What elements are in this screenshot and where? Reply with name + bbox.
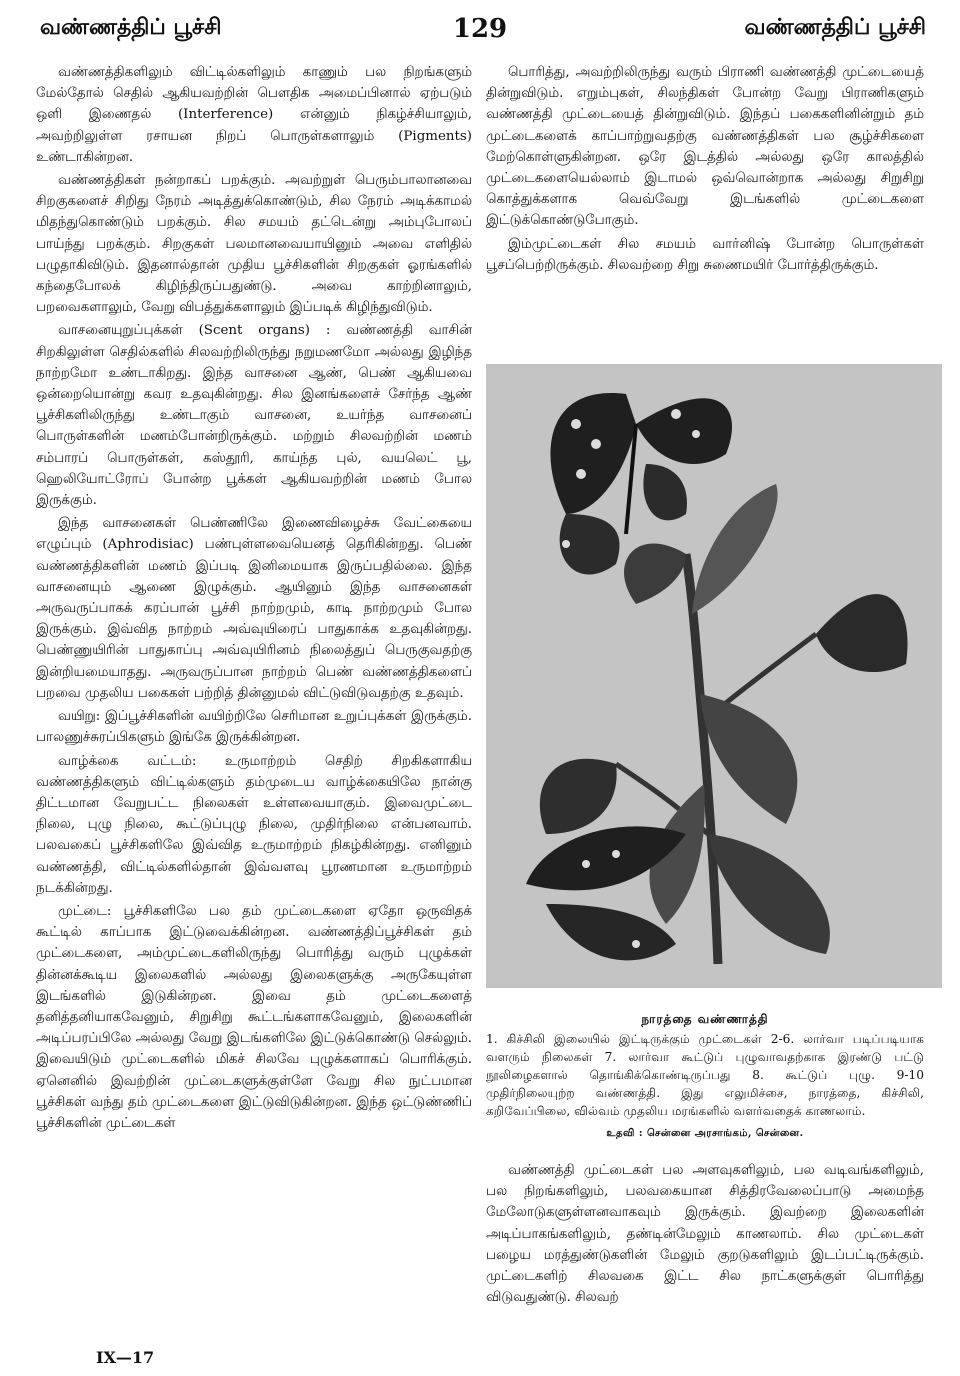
butterfly-illustration [486, 364, 942, 988]
running-head-right: வண்ணத்திப் பூச்சி [744, 14, 926, 40]
figure-caption: 1. கிச்சிலி இலையில் இட்டிருக்கும் முட்டைகள் 2-6. லார்வா படிப்படியாக வளரும் நிலைகள் 7. லார்வா கூட்டுப் புழுவாவதற்காக இரண்டு பட்டு நூலிழைகளால் தொங்கிக்கொண்டிருப்பது 8. கூட்டுப் புழு. 9-10 முதிர்நிலையுற்ற வண்ணத்தி. இது எலுமிச்சை, நாரத்தை, கிச்சிலி, கறிவேப்பிலை, வில்வம் முதலிய மரங்களில் வளர்வதைக் காணலாம். [486, 1032, 924, 1118]
figure-credit: உதவி : சென்னை அரசாங்கம், சென்னை. [606, 1128, 804, 1139]
paragraph: இந்த வாசனைகள் பெண்ணிலே இணைவிழைச்சு வேட்கையை எழுப்பும் (Aphrodisiac) பண்புள்ளவையெனத் தெரிகின்றது. பெண் வண்ணத்திகளின் மணம் இப்படி இனிமையாக இருப்பதில்லை. இந்த வாசனையும் ஆணை இழுக்கும். ஆயினும் இந்த வாசனைகள் அருவருப்பாகக் கரப்பான் பூச்சி நாற்றமும், காடி நாற்றமும் போல இருக்கும். இவ்வித நாற்றம் அவ்வுயிரைப் பாதுகாக்க உதவுகின்றது. பெண்ணுயிரின் பாதுகாப்பு அவ்வுயிரினம் நிலைத்துப் பெருகுவதற்கு இன்றியமையாதது. அருவருப்பான நாற்றம் பெண் வண்ணத்திகளைப் பறவை முதலிய பகைகள் பற்றித் தின்னுமல் விட்டுவிடுவதற்கு உதவும். [36, 516, 472, 701]
paragraph: இம்முட்டைகள் சில சமயம் வார்னிஷ் போன்ற பொருள்கள் பூசப்பெற்றிருக்கும். சிலவற்றை சிறு சுணைமயிர் போர்த்திருக்கும். [486, 236, 924, 273]
right-column-top [486, 62, 924, 352]
figure-title: நாரத்தை வண்ணாத்தி [641, 1012, 769, 1026]
signature-mark: IX—17 [96, 1348, 155, 1367]
paragraph: வாழ்க்கை வட்டம்: உருமாற்றம் செதிற் சிறகிகளாகிய வண்ணத்திகளும் விட்டில்களும் தம்முடைய வாழ்க்கையிலே நான்கு திட்டமான வேறுபட்ட நிலைகள் உள்ளவையாகும். இவைமுட்டை நிலை, புழு நிலை, கூட்டுப்புழு நிலை, முதிர்நிலை என்பனவாம். பலவகைப் பூச்சிகளிலே இவ்வித உருமாற்றம் நிகழ்கின்றது. எனினும் வண்ணத்தி, விட்டில்களில்தான் இவ்வளவு பூரணமான உருமாற்றம் நடக்கின்றது. [36, 753, 472, 896]
paragraph: முட்டை: பூச்சிகளிலே பல தம் முட்டைகளை ஏதோ ஒருவிதக் கூட்டில் காப்பாக இட்டுவைக்கின்றன. வண்ணத்திப்பூச்சிகள் தம் முட்டைகளை, அம்முட்டைகளிலிருந்து பொரித்து வரும் புழுக்கள் தின்னக்கூடிய இலைகளில் அல்லது இலைகளுக்கு அருகேயுள்ள இடங்களில் இடுகின்றன. இவை தம் முட்டைகளைத் தனித்தனியாகவேனும், சிறுசிறு கூட்டங்களாகவேனும், இலைகளின் அடிப்பரப்பிலே அல்லது வேறு இடங்களிலே இட்டுக்கொண்டு செல்லும். இவையிடும் முட்டைகளில் மிகச் சிலவே புழுக்களாகப் பொரிக்கும். ஏனெனில் இவற்றின் முட்டைகளுக்குள்ளே வேறு சில நுட்பமான பூச்சிகள் வந்து தம் முட்டைகளை இட்டுவிடுகின்றன. இந்த ஒட்டுண்ணிப் பூச்சிகளின் முட்டைகள் [36, 903, 472, 1131]
paragraph: வயிறு: இப்பூச்சிகளின் வயிற்றிலே செரிமான உறுப்புக்கள் இருக்கும். பாலணுச்சுரப்பிகளும் இங்கே இருக்கின்றன. [36, 709, 472, 746]
page-header [0, 14, 960, 50]
paragraph: வண்ணத்திகளிலும் விட்டில்களிலும் காணும் பல நிறங்களும் மேல்தோல் செதில் ஆகியவற்றின் பௌதிக அமைப்பினால் ஏற்படும் ஒளி இணைதல் (Interference) என்னும் நிகழ்ச்சியாலும், அவற்றிலுள்ள ரசாயன நிறப் பொருள்களாலும் (Pigments) உண்டாகின்றன. [36, 65, 472, 165]
paragraph: பொரித்து, அவற்றிலிருந்து வரும் பிராணி வண்ணத்தி முட்டையைத் தின்றுவிடும். எறும்புகள், சிலந்திகள் போன்ற வேறு பிராணிகளும் வண்ணத்தி முட்டையைத் தின்றுவிடும். இந்தப் பகைகளினின்றும் தம் முட்டைகளைக் காப்பாற்றுவதற்கு வண்ணத்திகள் பல சூழ்ச்சிகளை மேற்கொள்ளுகின்றன. ஒரே இடத்தில் அல்லது ஒரே காலத்தில் முட்டைகளையெல்லாம் இடாமல் ஒவ்வொன்றாக அல்லது சிறுசிறு கொத்துக்களாக வெவ்வேறு இடங்களில் முட்டைகளை இட்டுக்கொண்டுபோகும். [486, 65, 924, 229]
page-number: 129 [452, 14, 508, 44]
paragraph: வண்ணத்திகள் நன்றாகப் பறக்கும். அவற்றுள் பெரும்பாலானவை சிறகுகளைச் சிறிது நேரம் அடித்துக்கொண்டும், சில நேரம் அடிக்காமல் மிதந்துகொண்டும் பறக்கும். சில சமயம் தட்டென்று அம்புபோலப் பாய்ந்து பறக்கும். சிறகுகள் பலமானவையாயினும் அவை எளிதில் பழுதாகிவிடும். இதனால்தான் முதிய பூச்சிகளின் சிறகுகள் ஓரங்களில் கந்தைபோலக் கிழிந்திருப்பதுண்டு. அவை காற்றினாலும், பறவைகளாலும், வேறு விபத்துக்களாலும் இப்படிக் கிழிந்துவிடும். [36, 173, 472, 316]
left-column [36, 62, 472, 1342]
butterfly-plant-drawing [486, 364, 942, 988]
paragraph: வாசனையுறுப்புக்கள் (Scent organs) : வண்ணத்தி வாசின் சிறகிலுள்ள செதில்களில் சிலவற்றிலிருந்து நறுமணமோ அல்லது இழிந்த நாற்றமோ உண்டாகிறது. இந்த வாசனை ஆண், பெண் ஆகியவை ஒன்றையொன்று கவர உதவுகின்றது. சில இனங்களைச் சேர்ந்த ஆண் பூச்சிகளிலிருந்து உண்டாகும் வாசனை, உயர்ந்த வாசனைப் பொருள்களின் மணம்போன்றிருக்கும். மற்றும் சிலவற்றின் மணம் சம்பாரப் பொருள்கள், கஸ்தூரி, காய்ந்த புல், வயலெட் பூ, ஹெலியோட்ரோப் போன்ற பூக்கள் ஆகியவற்றின் மணம் போல இருக்கும். [36, 323, 472, 509]
running-head-left: வண்ணத்திப் பூச்சி [40, 14, 222, 40]
paragraph: வண்ணத்தி முட்டைகள் பல அளவுகளிலும், பல வடிவங்களிலும், பல நிறங்களிலும், பலவகையான சித்திரவேலைப்பாடு அமைந்த மேலோடுகளுள்ளனவாகவும் இருக்கும். இவற்றை இலைகளின் அடிப்பாகங்களிலும், தண்டின்மேலும் காணலாம். சில முட்டைகள் பழைய மரத்துண்டுகளின் மேலும் குறடுகளிலும் இடப்பட்டிருக்கும். முட்டைகளிற் சிலவகை இட்ட சில நாட்களுக்குள் பொரித்து விடுவதுண்டு. சிலவற் [486, 1163, 924, 1306]
right-column-bottom [486, 1160, 924, 1340]
